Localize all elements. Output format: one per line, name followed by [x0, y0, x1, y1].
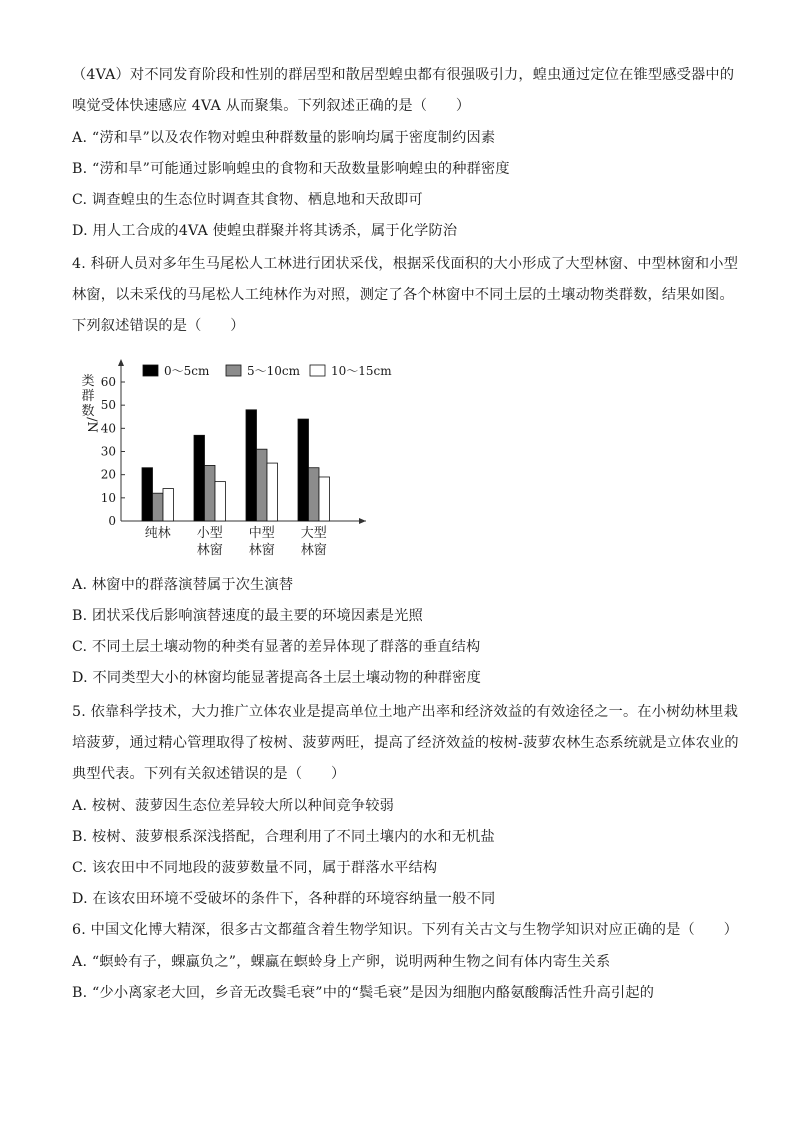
q3-stem-line-1: （4VA）对不同发育阶段和性别的群居型和散居型蝗虫都有很强吸引力，蝗虫通过定位在锥型感受器中的: [72, 67, 735, 83]
legend-swatch: [143, 365, 158, 376]
bar: [215, 482, 226, 521]
bar: [298, 419, 309, 521]
y-tick-label: 50: [100, 398, 116, 413]
bar: [153, 493, 164, 521]
y-axis-label-unit: /N: [84, 417, 99, 433]
y-axis-label-char: 数: [81, 404, 95, 419]
q3-option-b: B. “涝和旱”可能通过影响蝗虫的食物和天敌数量影响蝗虫的种群密度: [72, 161, 510, 177]
y-tick-label: 60: [100, 375, 116, 389]
q5-option-d: D. 在该农田环境不受破坏的条件下，各种群的环境容纳量一般不同: [72, 891, 496, 907]
bar: [205, 465, 216, 521]
q4-stem-line-1: 4. 科研人员对多年生马尾松人工林进行团状采伐，根据采伐面积的大小形成了大型林窗、中型林窗和小型: [72, 256, 739, 272]
x-category-label: 林窗: [248, 543, 275, 558]
q5-stem-line-2: 培菠萝，通过精心管理取得了桉树、菠萝两旺，提高了经济效益的桉树-菠萝农林生态系统就是立体农业的: [72, 735, 739, 751]
q4-stem-line-2: 林窗，以未采伐的马尾松人工纯林作为对照，测定了各个林窗中不同土层的土壤动物类群数，结果如图。: [72, 287, 734, 303]
q3-option-d: D. 用人工合成的4VA 使蝗虫群聚并将其诱杀，属于化学防治: [72, 223, 458, 239]
bar: [142, 468, 153, 521]
q6-option-a: A. “螟蛉有子，蜾蠃负之”，蜾蠃在螟蛉身上产卵，说明两种生物之间有体内寄生关系: [72, 954, 611, 970]
q5-option-a: A. 桉树、菠萝因生态位差异较大所以种间竞争较弱: [72, 798, 395, 814]
y-tick-label: 40: [100, 421, 116, 436]
q5-option-b: B. 桉树、菠萝根系深浅搭配，合理利用了不同土壤内的水和无机盐: [72, 829, 495, 845]
q3-option-a: A. “涝和旱”以及农作物对蝗虫种群数量的影响均属于密度制约因素: [72, 130, 496, 146]
legend-label: 0～5cm: [164, 364, 210, 378]
bar: [194, 435, 205, 521]
bar: [246, 410, 257, 521]
x-category-label: 大型: [300, 526, 327, 541]
y-axis-label-char: 群: [81, 389, 95, 404]
y-tick-label: 20: [100, 467, 116, 482]
legend-swatch: [310, 365, 325, 376]
bar: [257, 449, 268, 521]
q6-option-b: B. “少小离家老大回，乡音无改鬓毛衰”中的“鬓毛衰”是因为细胞内酪氨酸酶活性升高引起的: [72, 985, 655, 1001]
soil-animal-bar-chart: [76, 355, 392, 565]
q4-option-b: B. 团状采伐后影响演替速度的最主要的环境因素是光照: [72, 608, 423, 624]
legend-label: 5～10cm: [247, 364, 301, 378]
x-category-label: 小型: [196, 526, 223, 541]
legend-swatch: [226, 365, 241, 376]
x-category-label: 纯林: [144, 526, 171, 541]
q5-option-c: C. 该农田中不同地段的菠萝数量不同，属于群落水平结构: [72, 860, 438, 876]
y-tick-label: 10: [100, 490, 116, 505]
legend-label: 10～15cm: [331, 364, 392, 378]
q6-stem-line-1: 6. 中国文化博大精深，很多古文都蕴含着生物学知识。下列有关古文与生物学知识对应正确的是（ ）: [72, 922, 739, 938]
bar: [309, 468, 320, 521]
q3-option-c: C. 调查蝗虫的生态位时调查其食物、栖息地和天敌即可: [72, 192, 423, 208]
q4-option-c: C. 不同土层土壤动物的种类有显著的差异体现了群落的垂直结构: [72, 639, 481, 655]
bar: [267, 463, 278, 521]
x-axis-arrow: [359, 518, 366, 524]
x-category-label: 林窗: [196, 543, 223, 558]
y-axis-label-char: 类: [81, 374, 95, 389]
q5-stem-line-3: 典型代表。下列有关叙述错误的是（ ）: [72, 766, 346, 782]
y-axis-arrow: [118, 359, 124, 366]
q4-stem-line-3: 下列叙述错误的是（ ）: [72, 318, 245, 334]
q5-stem-line-1: 5. 依靠科学技术，大力推广立体农业是提高单位土地产出率和经济效益的有效途径之一。在小树幼林里栽: [72, 704, 739, 720]
y-tick-label: 30: [100, 444, 116, 459]
bar: [163, 489, 174, 521]
x-category-label: 中型: [248, 526, 275, 541]
q4-option-d: D. 不同类型大小的林窗均能显著提高各土层土壤动物的种群密度: [72, 670, 481, 686]
y-tick-label: 0: [108, 514, 116, 528]
x-category-label: 林窗: [300, 543, 327, 558]
q3-stem-line-2: 嗅觉受体快速感应 4VA 从而聚集。下列叙述正确的是（ ）: [72, 98, 471, 114]
q4-option-a: A. 林窗中的群落演替属于次生演替: [72, 577, 294, 593]
bar: [319, 477, 330, 521]
